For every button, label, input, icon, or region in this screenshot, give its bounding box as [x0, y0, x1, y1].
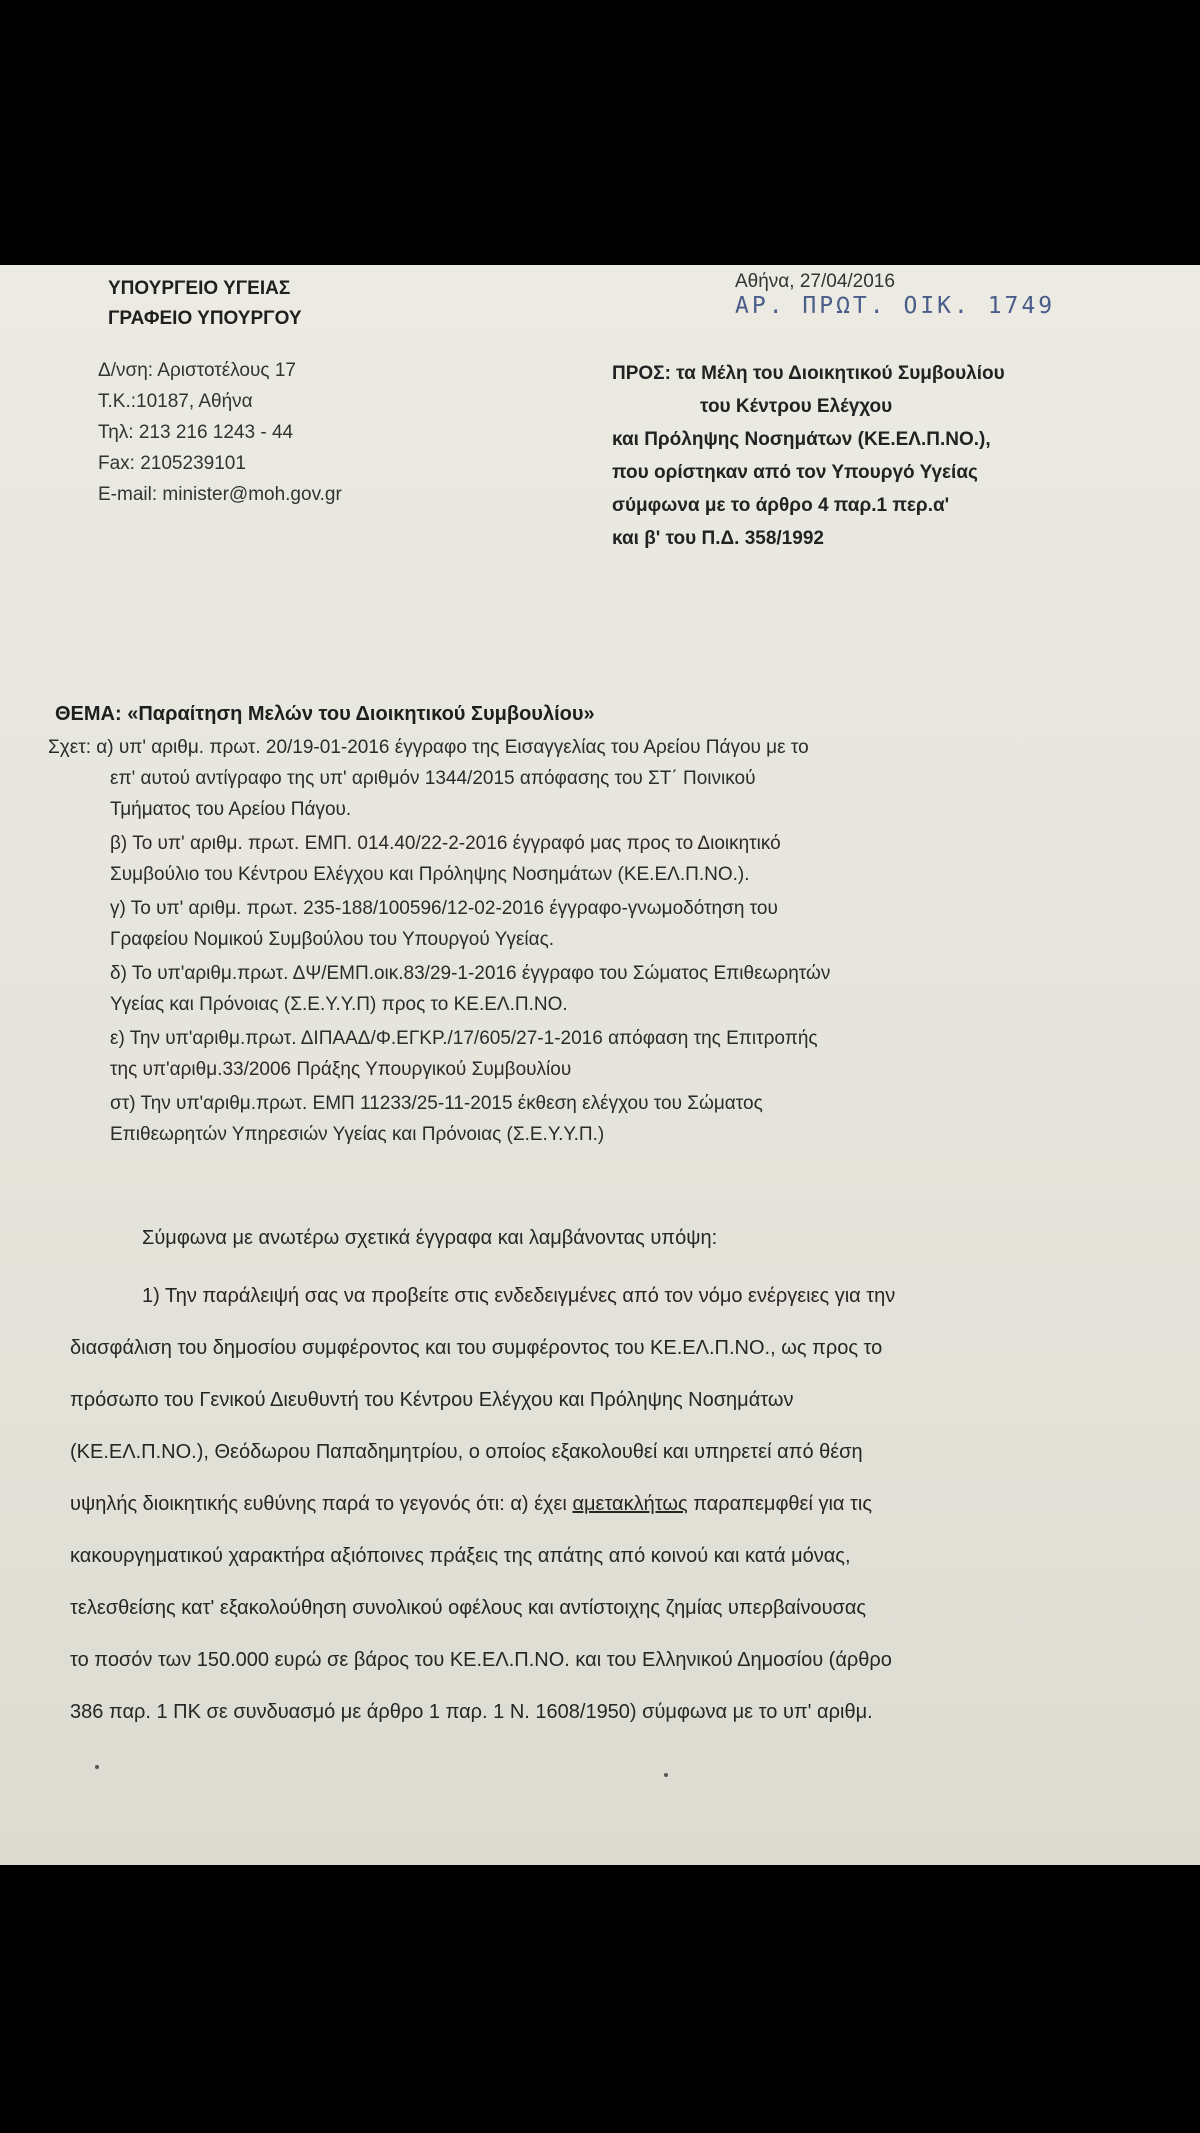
body-line: (ΚΕ.ΕΛ.Π.ΝΟ.), Θεόδωρου Παπαδημητρίου, ο οποίος εξακολουθεί και υπηρετεί από θέση: [70, 1441, 863, 1463]
body-line: διασφάλιση του δημοσίου συμφέροντος και του συμφέροντος του ΚΕ.ΕΛ.Π.ΝΟ., ως προς το: [70, 1337, 883, 1359]
reference-line: Υγείας και Πρόνοιας (Σ.Ε.Υ.Υ.Π) προς το ΚΕ.ΕΛ.Π.ΝΟ.: [110, 994, 568, 1015]
body-line: 1) Την παράλειψή σας να προβείτε στις ενδεδειγμένες από τον νόμο ενέργειες για την: [142, 1285, 896, 1307]
body-intro: Σύμφωνα με ανωτέρω σχετικά έγγραφα και λαμβάνοντας υπόψη:: [142, 1227, 718, 1249]
handwritten-protocol-number: ΑΡ. ΠΡΩΤ. ΟΙΚ. 1749: [735, 293, 1056, 319]
recipient-line: και β' του Π.Δ. 358/1992: [612, 528, 824, 549]
recipient-line: που ορίστηκαν από τον Υπουργό Υγείας: [612, 462, 978, 483]
body-line: το ποσόν των 150.000 ευρώ σε βάρος του ΚΕ.ΕΛ.Π.ΝΟ. και του Ελληνικού Δημοσίου (άρθρο: [70, 1649, 892, 1671]
reference-line: δ) Το υπ'αριθμ.πρωτ. ΔΨ/ΕΜΠ.οικ.83/29-1-2016 έγγραφο του Σώματος Επιθεωρητών: [110, 963, 831, 984]
body-line: κακουργηματικού χαρακτήρα αξιόποινες πράξεις της απάτης από κοινού και κατά μόνας,: [70, 1545, 851, 1567]
body-line: 386 παρ. 1 ΠΚ σε συνδυασμό με άρθρο 1 παρ. 1 Ν. 1608/1950) σύμφωνα με το υπ' αριθμ.: [70, 1701, 873, 1723]
reference-line: επ' αυτού αντίγραφο της υπ' αριθμόν 1344/2015 απόφασης του ΣΤ΄ Ποινικού: [110, 768, 756, 789]
contact-phone: Τηλ: 213 216 1243 - 44: [98, 422, 294, 443]
body-line: πρόσωπο του Γενικού Διευθυντή του Κέντρου Ελέγχου και Πρόληψης Νοσημάτων: [70, 1389, 794, 1411]
body-line5-end: παραπεμφθεί για τις: [693, 1493, 872, 1515]
reference-line: γ) Το υπ' αριθμ. πρωτ. 235-188/100596/12-02-2016 έγγραφο-γνωμοδότηση του: [110, 898, 778, 919]
contact-postal: Τ.Κ.:10187, Αθήνα: [98, 391, 253, 412]
paper-speck: [664, 1773, 668, 1777]
subject-line: ΘΕΜΑ: «Παραίτηση Μελών του Διοικητικού Συμβουλίου»: [55, 703, 595, 725]
reference-line: Συμβούλιο του Κέντρου Ελέγχου και Πρόληψης Νοσημάτων (ΚΕ.ΕΛ.Π.ΝΟ.).: [110, 864, 750, 885]
letter-date: Αθήνα, 27/04/2016: [735, 271, 895, 292]
reference-line: της υπ'αριθμ.33/2006 Πράξης Υπουργικού Συμβουλίου: [110, 1059, 572, 1080]
underlined-word: αμετακλήτως: [572, 1493, 688, 1515]
paper-speck: [95, 1765, 99, 1769]
reference-line: Γραφείου Νομικού Συμβούλου του Υπουργού Υγείας.: [110, 929, 555, 950]
reference-line: ε) Την υπ'αριθμ.πρωτ. ΔΙΠΑΑΔ/Φ.ΕΓΚΡ./17/605/27-1-2016 απόφαση της Επιτροπής: [110, 1028, 818, 1049]
reference-line: Σχετ: α) υπ' αριθμ. πρωτ. 20/19-01-2016 έγγραφο της Εισαγγελίας του Αρείου Πάγου με το: [48, 737, 809, 758]
body-line: [70, 1493, 872, 1516]
office-name: ΓΡΑΦΕΙΟ ΥΠΟΥΡΓΟΥ: [108, 308, 302, 329]
contact-address: Δ/νση: Αριστοτέλους 17: [98, 360, 296, 381]
ministry-name: ΥΠΟΥΡΓΕΙΟ ΥΓΕΙΑΣ: [108, 278, 291, 299]
recipient-line: σύμφωνα με το άρθρο 4 παρ.1 περ.α': [612, 495, 950, 516]
reference-line: Τμήματος του Αρείου Πάγου.: [110, 799, 352, 820]
body-line5-start: υψηλής διοικητικής ευθύνης παρά το γεγονός ότι: α) έχει: [70, 1493, 567, 1515]
recipient-line: του Κέντρου Ελέγχου: [700, 396, 893, 417]
letter-page: [0, 265, 1200, 1865]
contact-email: E-mail: minister@moh.gov.gr: [98, 484, 342, 505]
contact-fax: Fax: 2105239101: [98, 453, 246, 474]
recipient-line: και Πρόληψης Νοσημάτων (ΚΕ.ΕΛ.Π.ΝΟ.),: [612, 429, 991, 450]
body-line: τελεσθείσης κατ' εξακολούθηση συνολικού οφέλους και αντίστοιχης ζημίας υπερβαίνουσας: [70, 1597, 867, 1619]
reference-line: Επιθεωρητών Υπηρεσιών Υγείας και Πρόνοιας (Σ.Ε.Υ.Υ.Π.): [110, 1124, 605, 1145]
reference-line: β) Το υπ' αριθμ. πρωτ. ΕΜΠ. 014.40/22-2-2016 έγγραφό μας προς το Διοικητικό: [110, 833, 781, 854]
reference-line: στ) Την υπ'αριθμ.πρωτ. ΕΜΠ 11233/25-11-2015 έκθεση ελέγχου του Σώματος: [110, 1093, 763, 1114]
recipient-line: ΠΡΟΣ: τα Μέλη του Διοικητικού Συμβουλίου: [612, 363, 1005, 384]
